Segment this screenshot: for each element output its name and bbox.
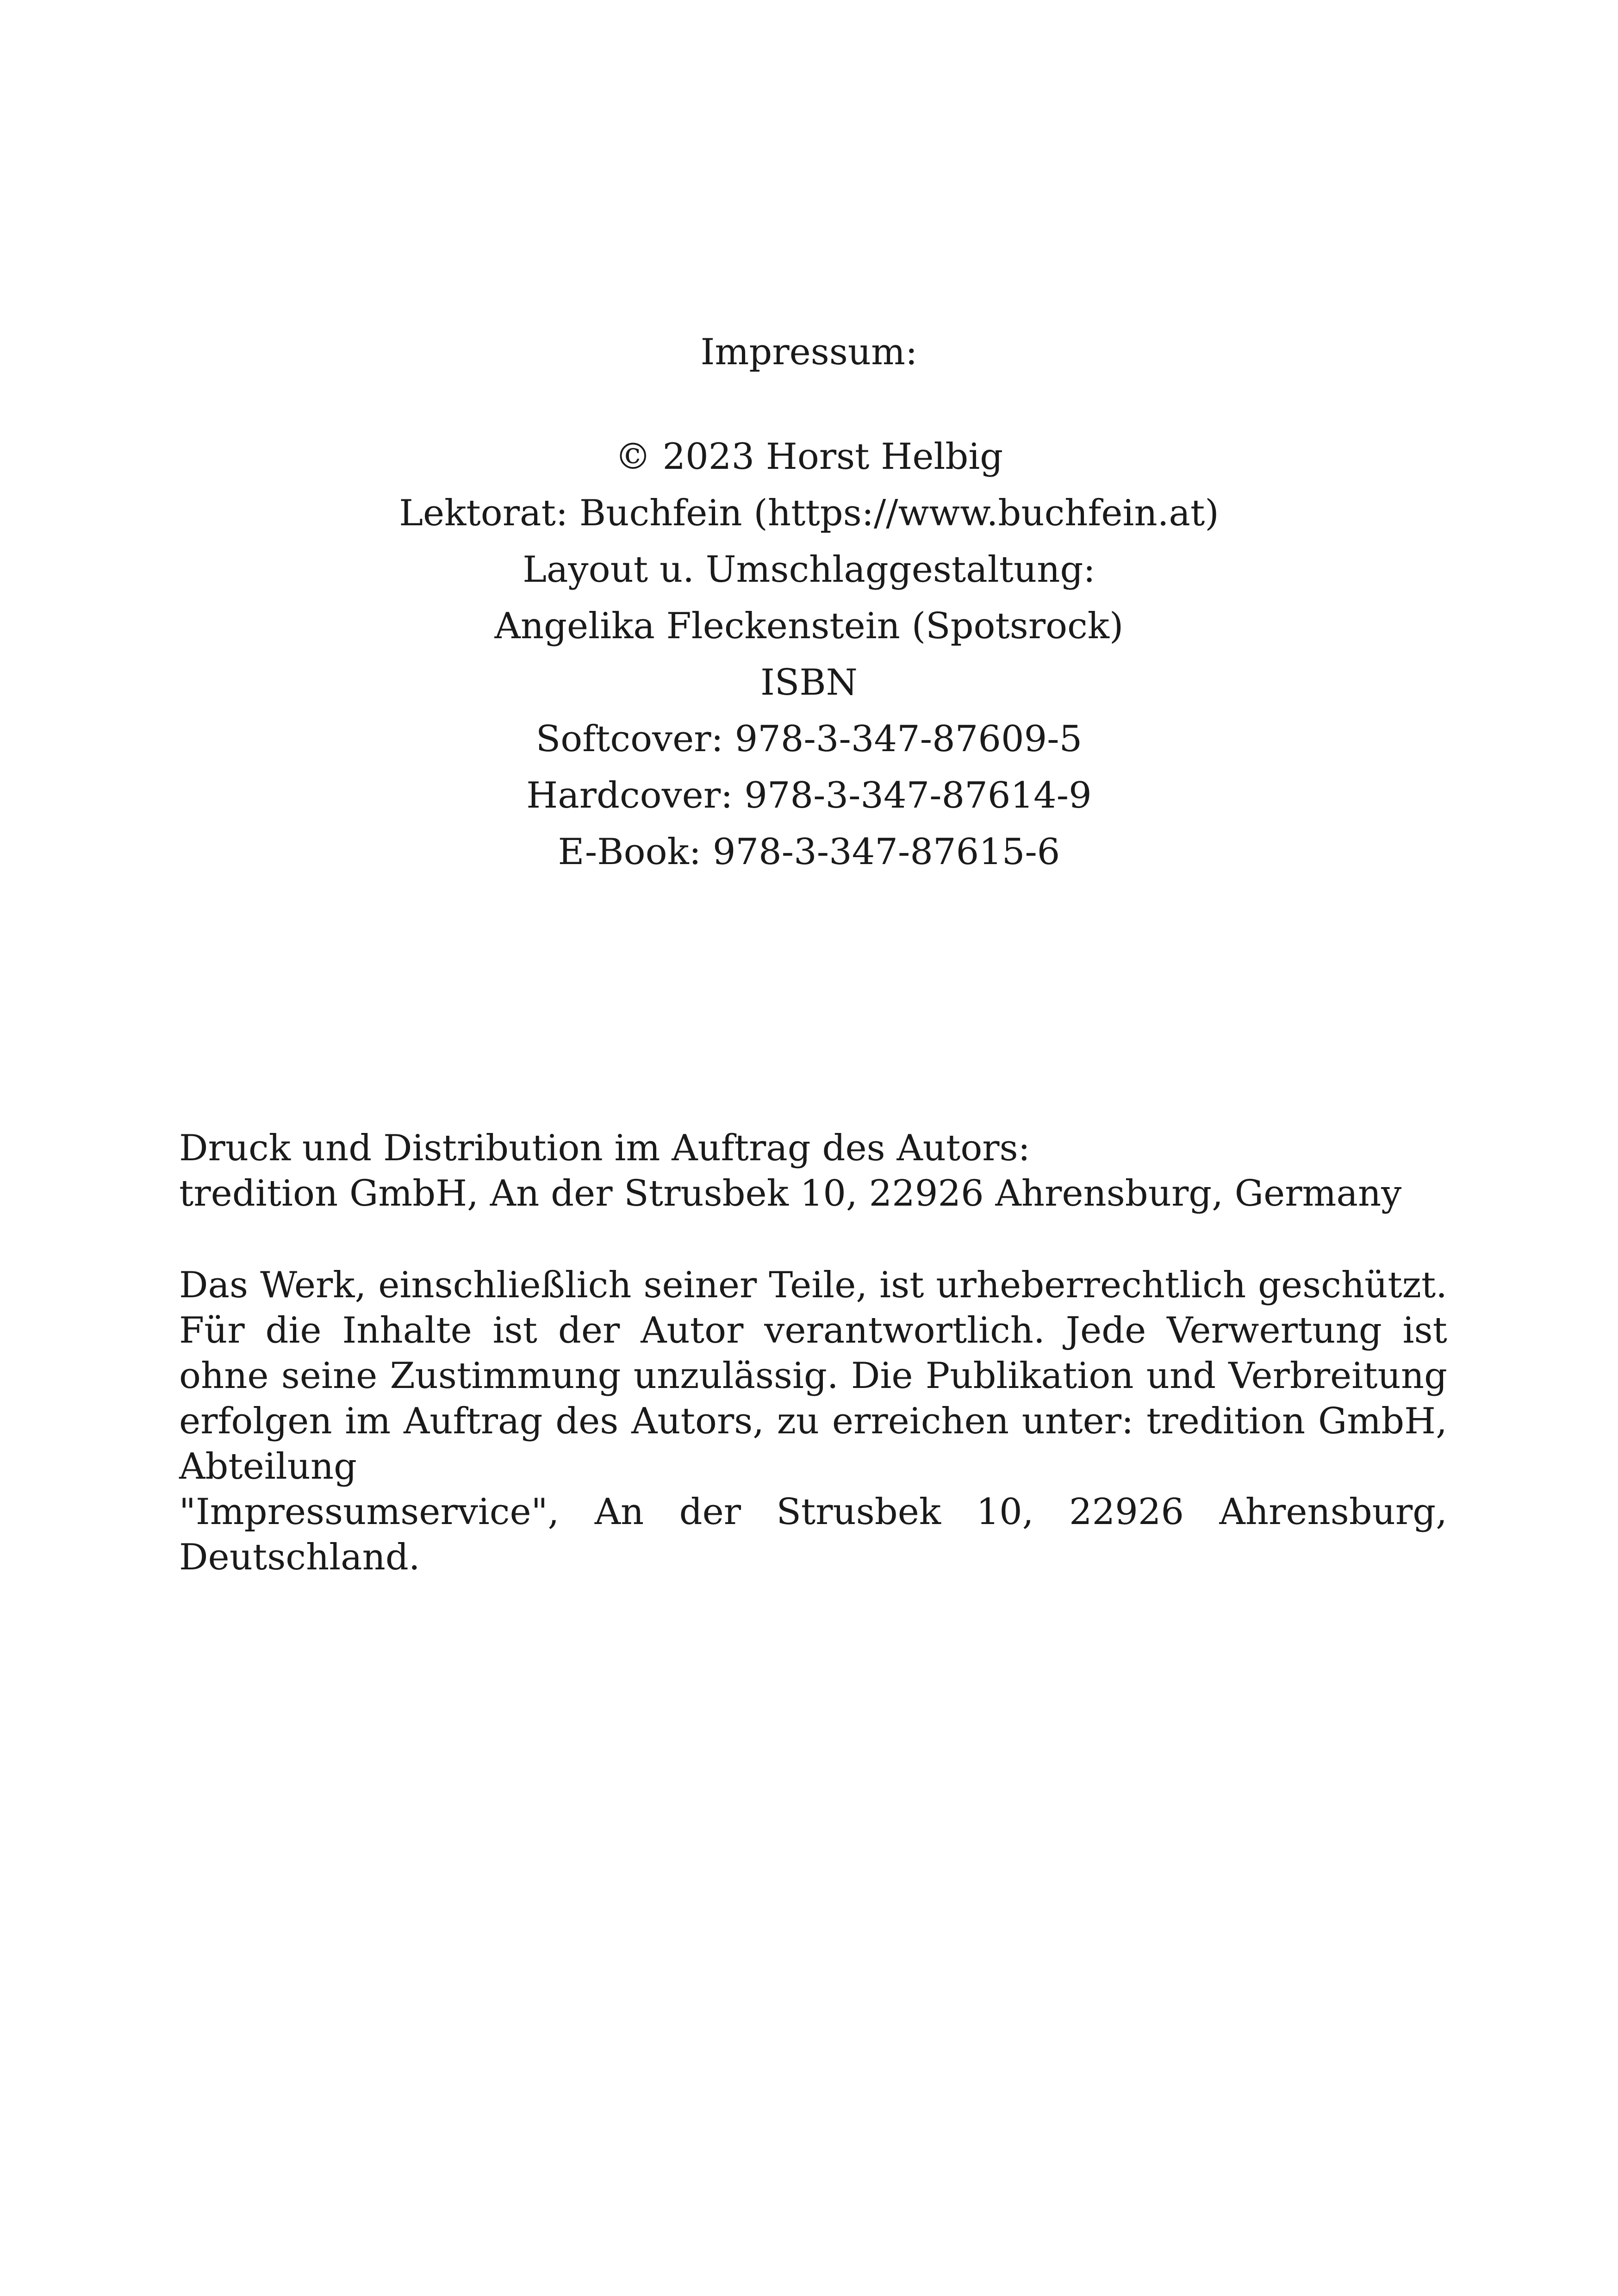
imprint-heading: Impressum: — [700, 331, 918, 373]
copyright-notice — [179, 1263, 1447, 1580]
softcover-isbn: Softcover: 978-3-347-87609-5 — [535, 718, 1083, 760]
publisher-address: tredition GmbH, An der Strusbek 10, 22926 Ahrensburg, Germany — [179, 1173, 1402, 1214]
editing-line: Lektorat: Buchfein (https://www.buchfein.at) — [399, 492, 1219, 534]
copyright-line: © 2023 Horst Helbig — [615, 436, 1003, 478]
copyright-notice-last-line: "Impressumservice", An der Strusbek 10, 22926 Ahrensburg, Deutschland. — [179, 1491, 1447, 1578]
distribution-line: Druck und Distribution im Auftrag des Autors: — [179, 1127, 1030, 1169]
ebook-isbn: E-Book: 978-3-347-87615-6 — [558, 831, 1060, 873]
hardcover-isbn: Hardcover: 978-3-347-87614-9 — [526, 775, 1092, 816]
copyright-notice-body: Das Werk, einschließlich seiner Teile, ist urheberrechtlich geschützt. Für die Inhalte ist der Autor verantwortlich. Jede Verwertung ist ohne seine Zustimmung unzulässig. Die Publikation und Verbreitung erfolgen im Auftrag des Autors, zu erreichen unter: tredition GmbH, Abteilung — [179, 1264, 1447, 1487]
imprint-details — [0, 429, 1618, 880]
designer-line: Angelika Fleckenstein (Spotsrock) — [494, 605, 1124, 647]
distribution-info — [179, 1126, 1447, 1216]
layout-line: Layout u. Umschlaggestaltung: — [523, 549, 1095, 591]
isbn-label: ISBN — [760, 662, 858, 703]
